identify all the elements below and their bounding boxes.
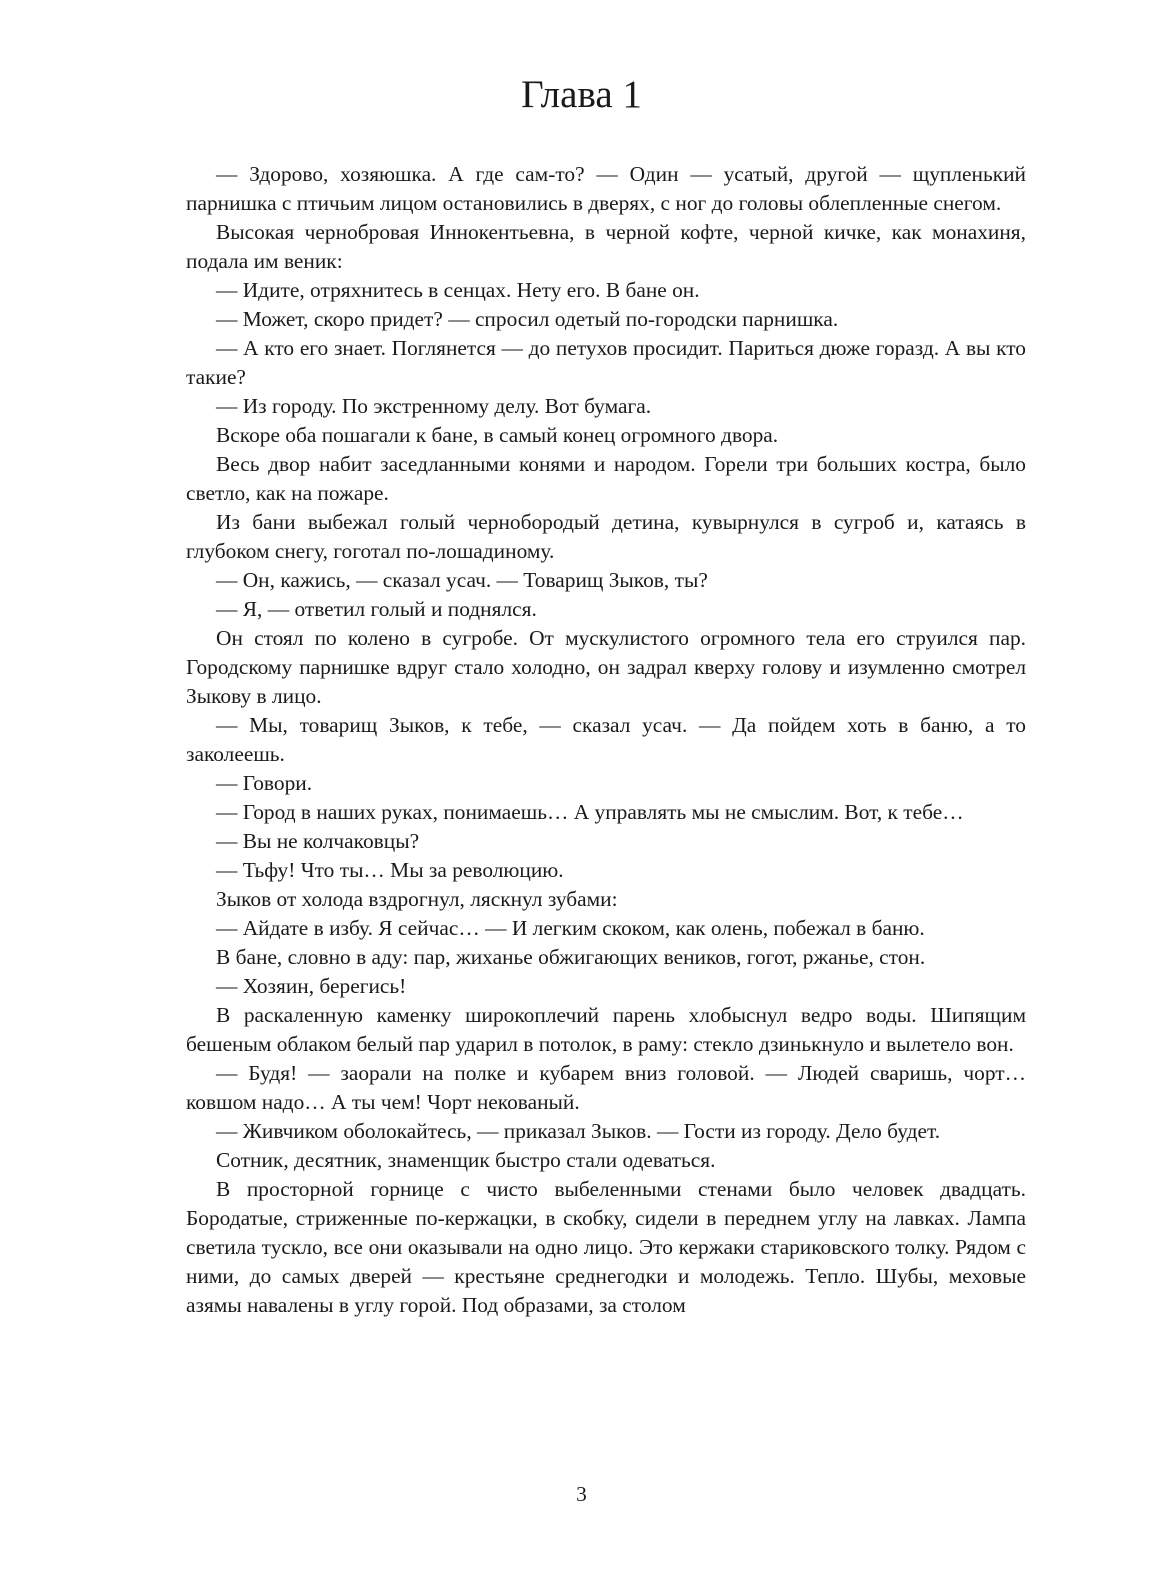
- paragraph: Из бани выбежал голый чернобородый детина, кувырнулся в сугроб и, катаясь в глубоком снегу, гоготал по-лошадиному.: [186, 510, 1026, 563]
- paragraph: Весь двор набит заседланными конями и народом. Горели три больших костра, было светло, как на пожаре.: [186, 452, 1026, 505]
- paragraph: В просторной горнице с чисто выбеленными стенами было человек двадцать. Бородатые, стриженные по-кержацки, в скобку, сидели в переднем углу на лавках. Лампа светила тускло, все они оказывали на одно лицо. Это кержаки стариковского толку. Рядом с ними, до самых дверей — крестьяне среднегодки и молодежь. Тепло. Шубы, меховые азямы навалены в углу горой. Под образами, за столом: [186, 1177, 1026, 1317]
- paragraph: В бане, словно в аду: пар, жиханье обжигающих веников, гогот, ржанье, стон.: [216, 945, 926, 969]
- page-number: 3: [576, 1482, 587, 1506]
- paragraph: Вскоре оба пошагали к бане, в самый конец огромного двора.: [216, 423, 779, 447]
- paragraph: — Айдате в избу. Я сейчас… — И легким скоком, как олень, побежал в баню.: [216, 916, 925, 940]
- paragraph: — Здорово, хозяюшка. А где сам-то? — Один — усатый, другой — щупленький парнишка с птичьим лицом остановились в дверях, с ног до головы облепленные снегом.: [186, 162, 1026, 215]
- paragraph: В раскаленную каменку широкоплечий парень хлобыснул ведро воды. Шипящим бешеным облаком белый пар ударил в потолок, в раму: стекло дзинькнуло и вылетело вон.: [186, 1003, 1026, 1056]
- chapter-title: Глава 1: [521, 73, 642, 116]
- paragraph: Высокая чернобровая Иннокентьевна, в черной кофте, черной кичке, как монахиня, подала им веник:: [186, 220, 1026, 273]
- paragraph: — Говори.: [216, 771, 313, 795]
- paragraph: — Тьфу! Что ты… Мы за революцию.: [216, 858, 564, 882]
- paragraph: — Идите, отряхнитесь в сенцах. Нету его. В бане он.: [216, 278, 700, 302]
- paragraph: Он стоял по колено в сугробе. От мускулистого огромного тела его струился пар. Городскому парнишке вдруг стало холодно, он задрал кверху голову и изумленно смотрел Зыкову в лицо.: [186, 626, 1026, 708]
- paragraph: — Будя! — заорали на полке и кубарем вниз головой. — Людей сваришь, чорт… ковшом надо… А ты чем! Чорт некованый.: [186, 1061, 1026, 1114]
- paragraph: — Мы, товарищ Зыков, к тебе, — сказал усач. — Да пойдем хоть в баню, а то заколеешь.: [186, 713, 1026, 766]
- paragraph: — Живчиком оболокайтесь, — приказал Зыков. — Гости из городу. Дело будет.: [216, 1119, 941, 1143]
- paragraph: — Вы не колчаковцы?: [216, 829, 420, 853]
- paragraph: Зыков от холода вздрогнул, ляскнул зубами:: [216, 887, 618, 911]
- paragraph: — Он, кажись, — сказал усач. — Товарищ Зыков, ты?: [216, 568, 708, 592]
- body-text: [186, 160, 1026, 1320]
- paragraph: Сотник, десятник, знаменщик быстро стали одеваться.: [216, 1148, 716, 1172]
- paragraph: — А кто его знает. Поглянется — до петухов просидит. Париться дюже горазд. А вы кто такие?: [186, 336, 1026, 389]
- paragraph: — Хозяин, берегись!: [216, 974, 407, 998]
- paragraph: — Я, — ответил голый и поднялся.: [216, 597, 537, 621]
- paragraph: — Город в наших руках, понимаешь… А управлять мы не смыслим. Вот, к тебе…: [216, 800, 964, 824]
- paragraph: — Из городу. По экстренному делу. Вот бумага.: [216, 394, 652, 418]
- paragraph: — Может, скоро придет? — спросил одетый по-городски парнишка.: [216, 307, 839, 331]
